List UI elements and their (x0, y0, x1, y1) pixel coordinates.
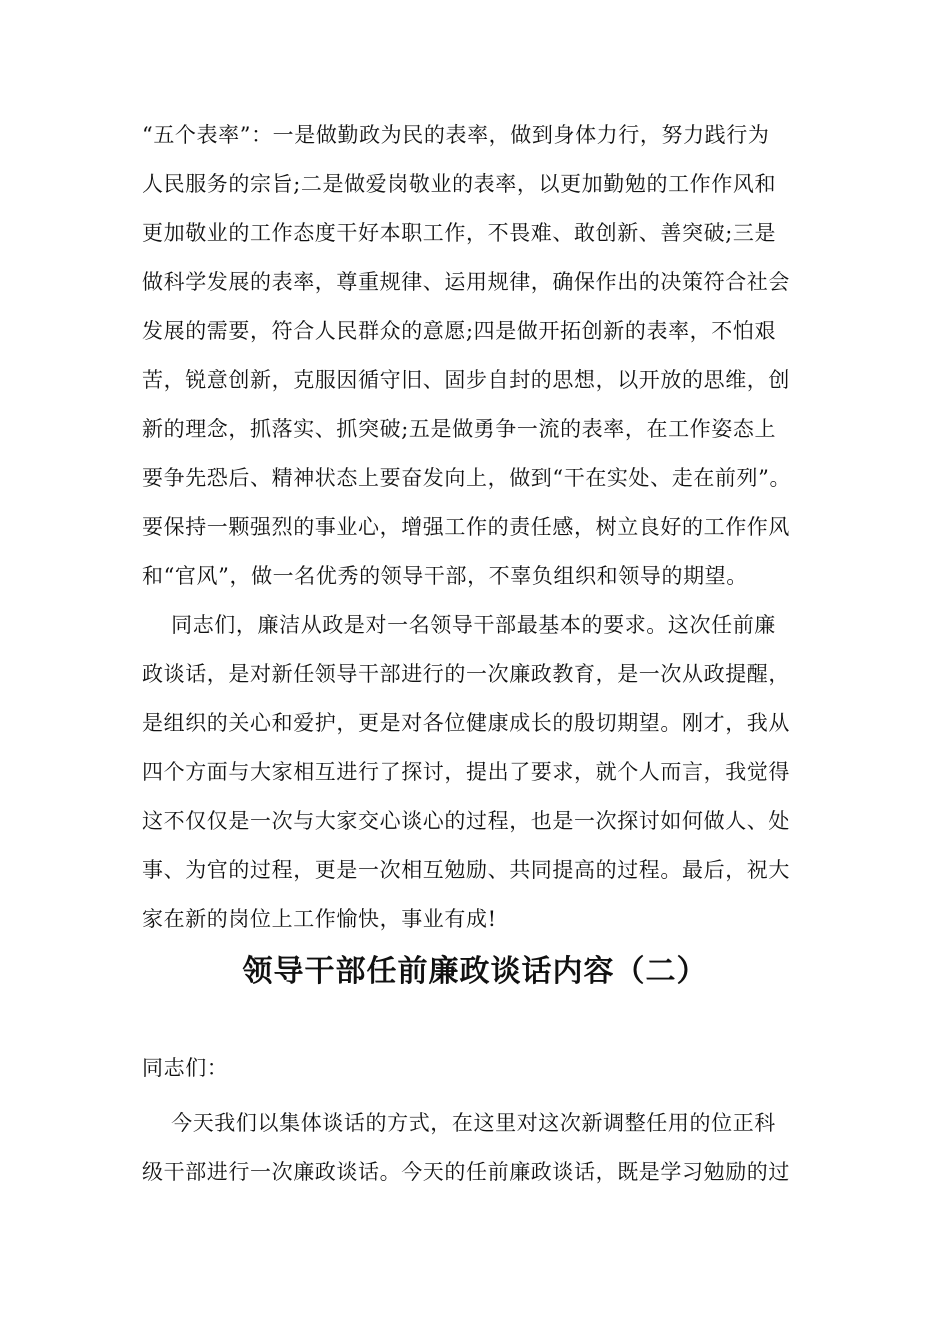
salutation: 同志们： (142, 1056, 229, 1080)
body-text-line: 四个方面与大家相互进行了探讨，提出了要求，就个人而言，我觉得 (142, 760, 790, 784)
body-text-line: 更加敬业的工作态度干好本职工作，不畏难、敢创新、善突破;三是 (142, 221, 777, 245)
body-text-line: 要保持一颗强烈的事业心，增强工作的责任感，树立良好的工作作风 (142, 515, 790, 539)
body-text-line: 家在新的岗位上工作愉快，事业有成! (142, 907, 497, 931)
body-text-line: 和“官风”，做一名优秀的领导干部，不辜负组织和领导的期望。 (142, 564, 748, 588)
body-text-line: 人民服务的宗旨;二是做爱岗敬业的表率，以更加勤勉的工作作风和 (142, 172, 777, 196)
body-text-line: 要争先恐后、精神状态上要奋发向上，做到“干在实处、走在前列”。 (142, 466, 792, 490)
body-text-line: 苦，锐意创新，克服因循守旧、固步自封的思想，以开放的思维，创 (142, 368, 790, 392)
body-text-line: 同志们，廉洁从政是对一名领导干部最基本的要求。这次任前廉 (142, 613, 776, 637)
body-text-line: 级干部进行一次廉政谈话。今天的任前廉政谈话，既是学习勉励的过 (142, 1160, 790, 1184)
body-text-line: 事、为官的过程，更是一次相互勉励、共同提高的过程。最后，祝大 (142, 858, 790, 882)
body-text-line: “五个表率”：一是做勤政为民的表率，做到身体力行，努力践行为 (142, 123, 770, 147)
body-text-line: 新的理念，抓落实、抓突破;五是做勇争一流的表率，在工作姿态上 (142, 417, 777, 441)
body-text-line: 政谈话，是对新任领导干部进行的一次廉政教育，是一次从政提醒， (142, 662, 790, 686)
body-text-line: 发展的需要，符合人民群众的意愿;四是做开拓创新的表率，不怕艰 (142, 319, 777, 343)
body-text-line: 做科学发展的表率，尊重规律、运用规律，确保作出的决策符合社会 (142, 270, 790, 294)
body-text-line: 今天我们以集体谈话的方式，在这里对这次新调整任用的位正科 (142, 1111, 776, 1135)
body-text-line: 这不仅仅是一次与大家交心谈心的过程，也是一次探讨如何做人、处 (142, 809, 790, 833)
body-text-line: 是组织的关心和爱护，更是对各位健康成长的殷切期望。刚才，我从 (142, 711, 790, 735)
section-heading: 领导干部任前廉政谈话内容（二） (242, 954, 708, 989)
